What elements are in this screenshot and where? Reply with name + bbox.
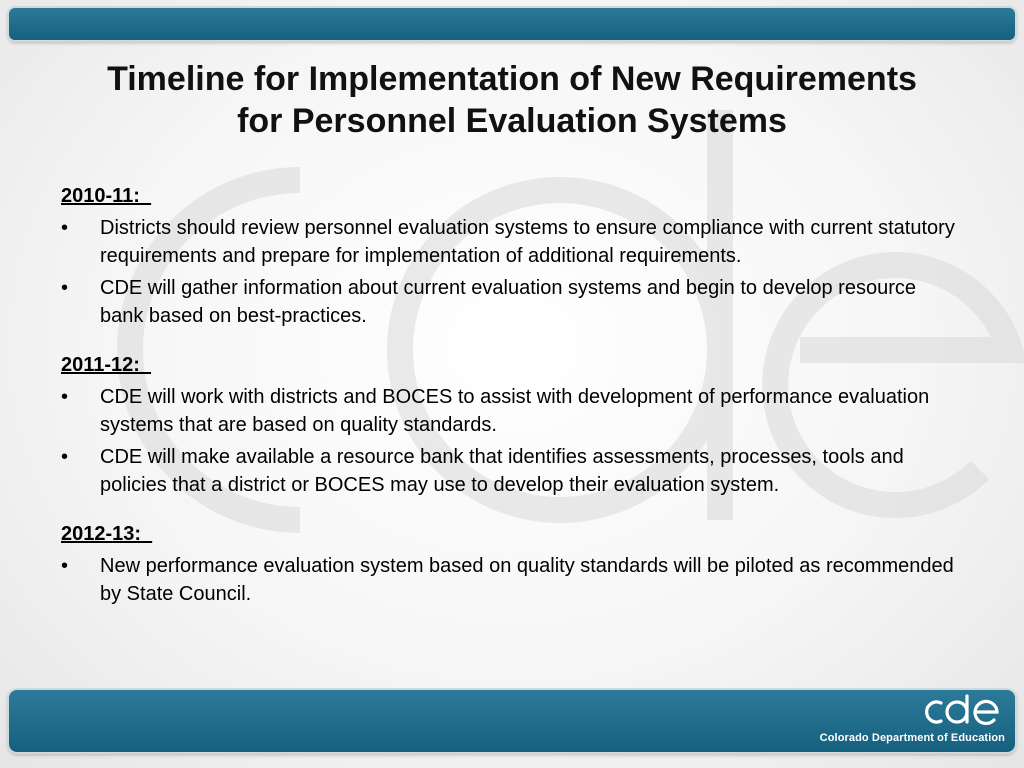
bullet-icon: • [61, 386, 69, 408]
bullet-item [61, 274, 961, 330]
bullet-text: Districts should review personnel evaluation systems to ensure compliance with current statutory requirements and prepare for implementation of additional requirements. [100, 217, 955, 267]
bullet-icon: • [61, 217, 69, 239]
bullet-icon: • [61, 555, 69, 577]
section-2011-12 [61, 351, 961, 499]
bullet-text: CDE will work with districts and BOCES to assist with development of performance evaluation systems that are based on quality standards. [100, 386, 930, 436]
footer-bar [9, 690, 1015, 752]
slide-title [40, 58, 984, 142]
header-bar [9, 8, 1015, 40]
bullet-text: CDE will gather information about current evaluation systems and begin to develop resource bank based on best-practices. [100, 277, 916, 327]
bullet-item [61, 214, 961, 270]
logo-mark-text: cde [919, 694, 921, 695]
title-line-1: Timeline for Implementation of New Requirements [107, 60, 917, 98]
section-2012-13 [61, 520, 961, 608]
bullet-text: New performance evaluation system based on quality standards will be piloted as recommended by State Council. [100, 555, 954, 605]
logo-text: Colorado Department of Education [819, 732, 1005, 744]
slide-content [61, 182, 961, 629]
bullet-icon: • [61, 446, 69, 468]
section-heading: 2011-12: [61, 354, 152, 376]
section-heading: 2010-11: [61, 185, 152, 207]
section-2010-11 [61, 182, 961, 330]
bullet-item [61, 552, 961, 608]
title-line-2: for Personnel Evaluation Systems [237, 102, 787, 140]
bullet-list [61, 552, 961, 608]
bullet-item [61, 383, 961, 439]
section-heading: 2012-13: [61, 523, 153, 545]
bullet-list [61, 383, 961, 499]
cde-logo [919, 694, 1005, 728]
bullet-list [61, 214, 961, 330]
bullet-item [61, 443, 961, 499]
bullet-text: CDE will make available a resource bank that identifies assessments, processes, tools and policies that a district or BOCES may use to develop their evaluation system. [100, 446, 904, 496]
bullet-icon: • [61, 277, 69, 299]
